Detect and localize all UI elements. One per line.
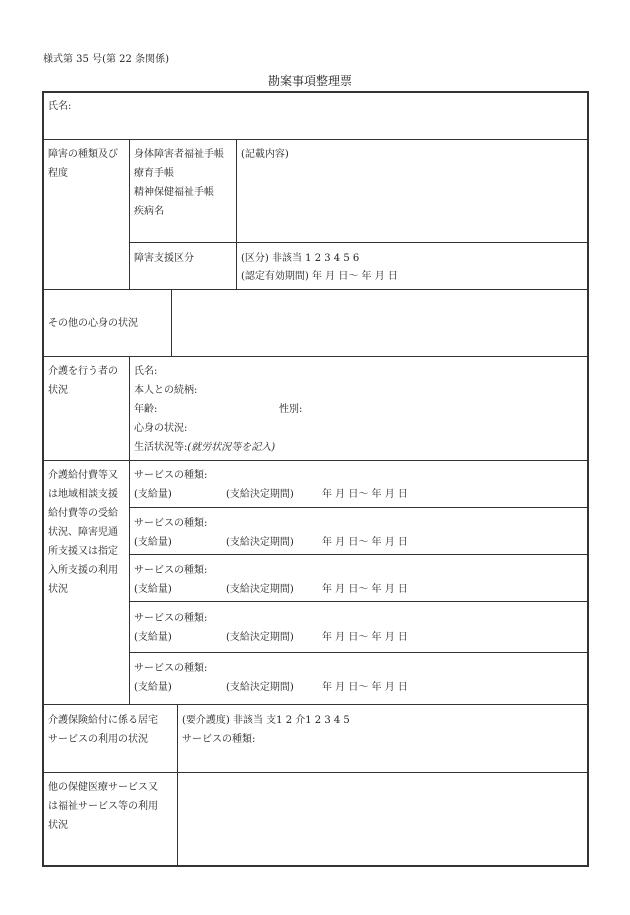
service-entry — [134, 659, 408, 697]
period-label: (支給決定期間) — [226, 584, 294, 595]
other-services-label-line: 状況 — [48, 820, 68, 831]
period-label: (支給決定期間) — [226, 632, 294, 643]
amount-label: (支給量) — [134, 682, 172, 693]
validity-line: (認定有効期間) 年 月 日〜 年 月 日 — [241, 271, 398, 282]
service-entry — [134, 514, 408, 552]
period-label: (支給決定期間) — [226, 489, 294, 500]
caregiver-living-note: (就労状況等を記入) — [187, 442, 276, 453]
benefits-label-line: 介護給付費等又 — [48, 470, 118, 481]
amount-label: (支給量) — [134, 489, 172, 500]
caregiver-age: 年齢: — [134, 404, 158, 415]
service-type-label: サービスの種類: — [134, 663, 208, 674]
benefits-label-line: 所支援又は指定 — [48, 546, 118, 557]
benefits-label-line: は地域相談支援 — [48, 489, 118, 500]
benefits-label-line: 状況、障害児通 — [48, 527, 118, 538]
form-title: 勘案事項整理票 — [268, 74, 353, 88]
caregiver-name: 氏名: — [134, 366, 158, 377]
care-service-type: サービスの種類: — [182, 734, 256, 745]
care-level-line: (要介護度) 非該当 支1 2 介1 2 3 4 5 — [182, 715, 350, 726]
date-range: 年 月 日〜 年 月 日 — [322, 632, 408, 643]
date-range: 年 月 日〜 年 月 日 — [322, 537, 408, 548]
service-entry — [134, 466, 408, 504]
category-line: (区分) 非該当 1 2 3 4 5 6 — [241, 253, 360, 264]
caregiver-sex: 性別: — [279, 404, 303, 415]
service-type-label: サービスの種類: — [134, 470, 208, 481]
service-entry — [134, 561, 408, 599]
service-type-label: サービスの種類: — [134, 518, 208, 529]
benefits-label-line: 給付費等の受給 — [48, 508, 118, 519]
other-services-label-line: は福祉サービス等の利用 — [48, 801, 158, 812]
caregiver-living-prefix: 生活状況等: — [134, 442, 188, 453]
support-category-label: 障害支援区分 — [134, 253, 194, 264]
caregiver-living — [134, 438, 275, 457]
caregiver-relation: 本人との続柄: — [134, 385, 198, 396]
caregiver-label-1: 介護を行う者の — [48, 366, 118, 377]
caregiver-label-2: 状況 — [48, 385, 68, 396]
caregiver-mental: 心身の状況: — [134, 423, 188, 434]
record-label: (記載内容) — [241, 149, 289, 160]
type-disease: 疾病名 — [134, 206, 164, 217]
benefits-label-line: 状況 — [48, 584, 68, 595]
other-services-label-line: 他の保健医療サービス又 — [48, 782, 158, 793]
date-range: 年 月 日〜 年 月 日 — [322, 489, 408, 500]
disability-label-1: 障害の種類及び — [48, 149, 118, 160]
period-label: (支給決定期間) — [226, 537, 294, 548]
type-rehab: 療育手帳 — [134, 168, 174, 179]
name-label: 氏名: — [48, 101, 72, 112]
period-label: (支給決定期間) — [226, 682, 294, 693]
care-insurance-label-2: サービスの利用の状況 — [48, 734, 148, 745]
type-physical: 身体障害者福祉手帳 — [134, 149, 224, 160]
service-entry — [134, 609, 408, 647]
service-type-label: サービスの種類: — [134, 565, 208, 576]
care-insurance-label-1: 介護保険給付に係る居宅 — [48, 715, 158, 726]
disability-label-2: 程度 — [48, 168, 68, 179]
date-range: 年 月 日〜 年 月 日 — [322, 584, 408, 595]
amount-label: (支給量) — [134, 584, 172, 595]
service-type-label: サービスの種類: — [134, 613, 208, 624]
other-condition-label: その他の心身の状況 — [48, 318, 138, 329]
amount-label: (支給量) — [134, 632, 172, 643]
date-range: 年 月 日〜 年 月 日 — [322, 682, 408, 693]
benefits-label-line: 入所支援の利用 — [48, 565, 118, 576]
amount-label: (支給量) — [134, 537, 172, 548]
type-mental: 精神保健福祉手帳 — [134, 187, 214, 198]
form-number: 様式第 35 号(第 22 条関係) — [43, 54, 169, 65]
